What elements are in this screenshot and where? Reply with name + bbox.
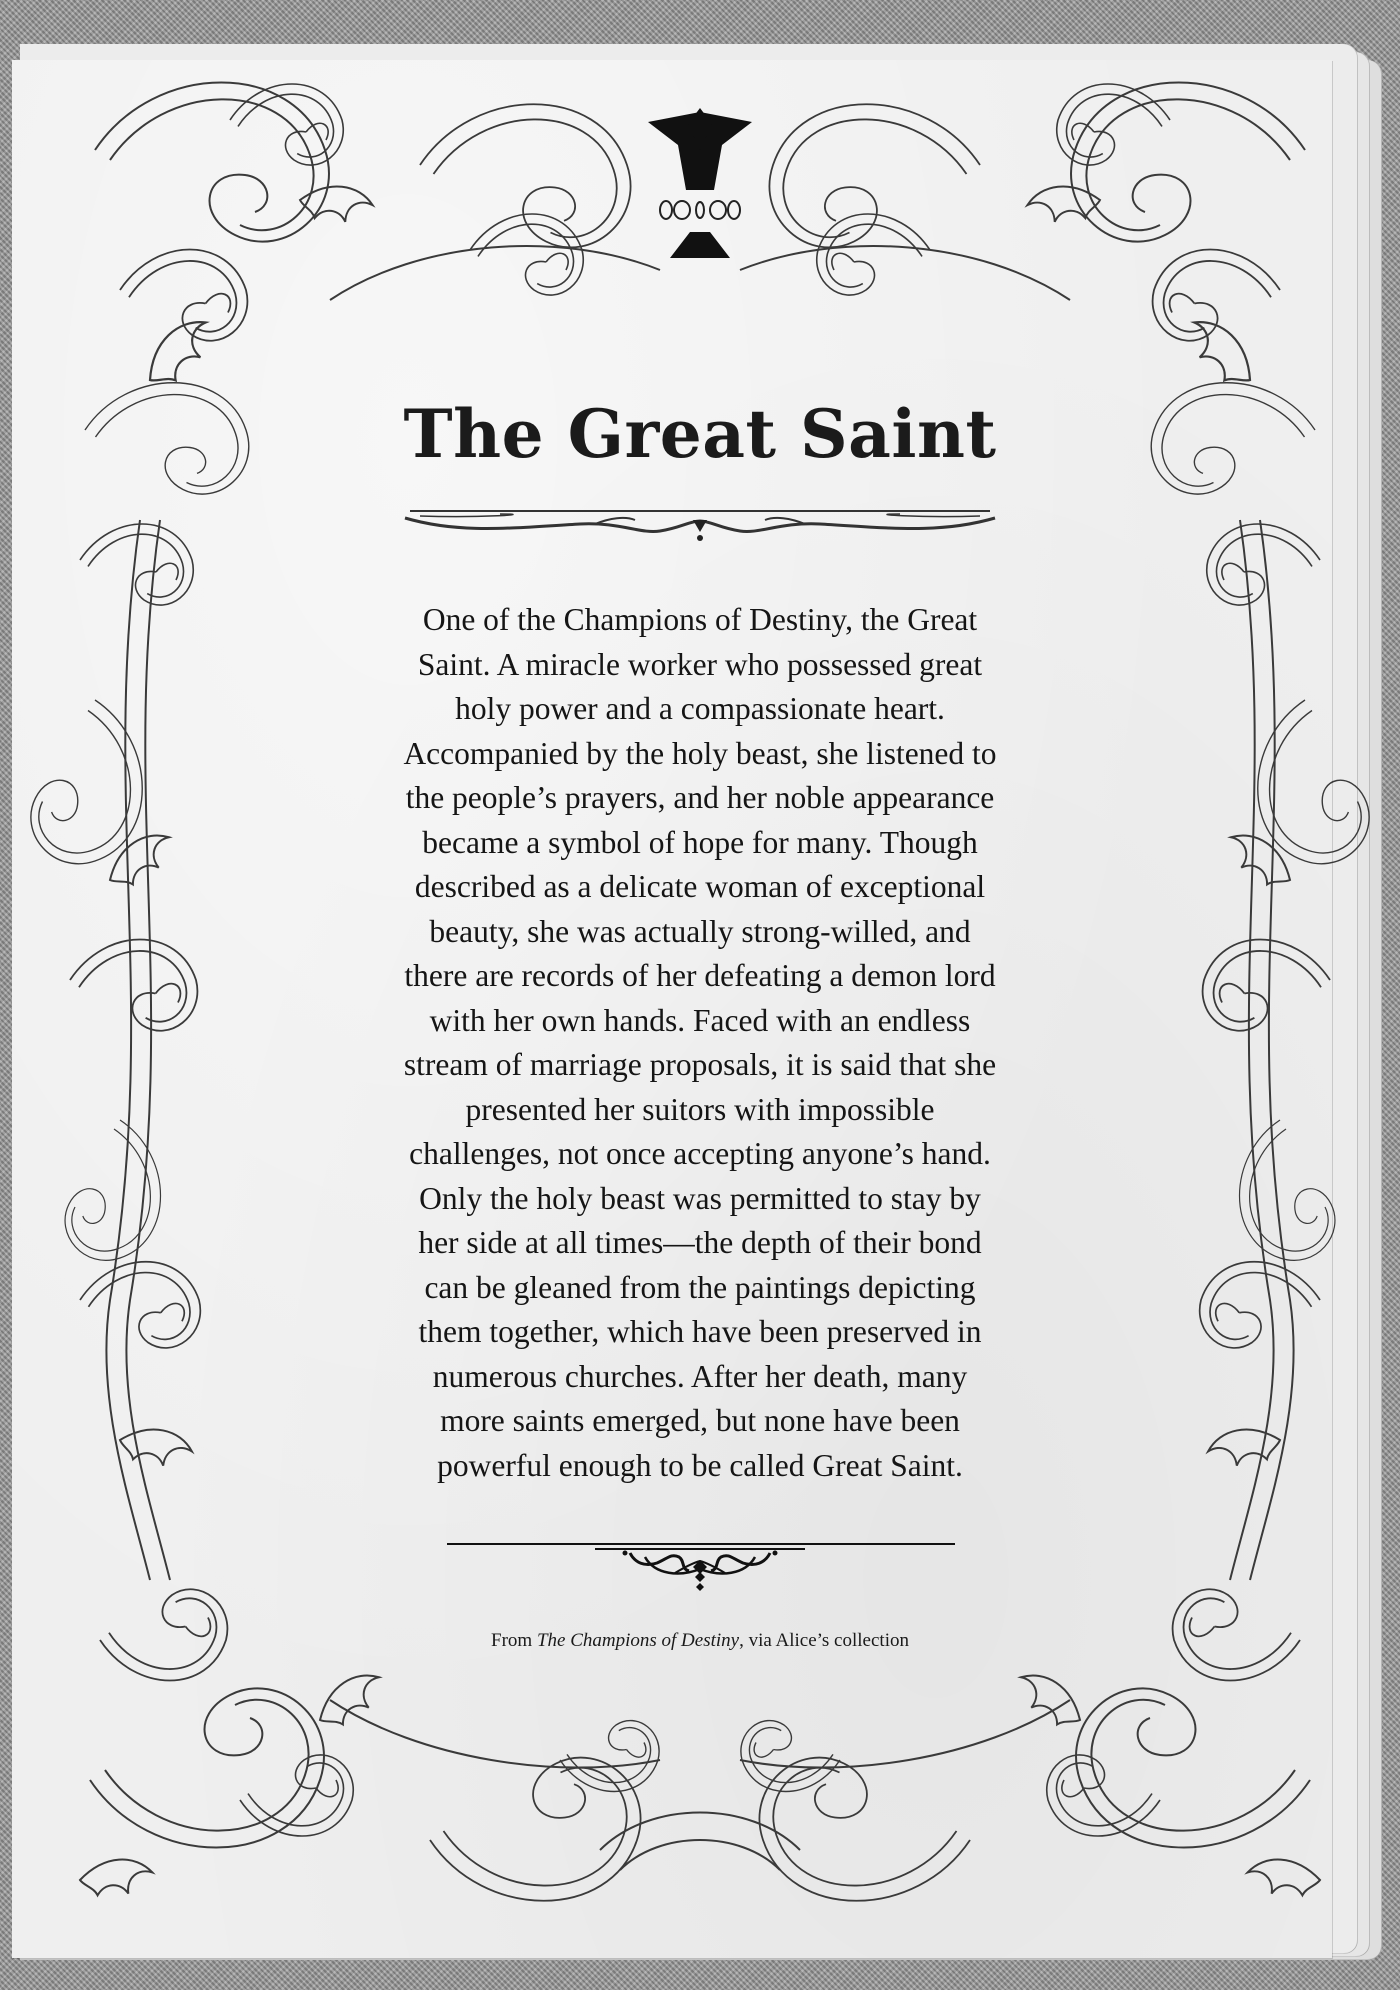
- body-line: more saints emerged, but none have been: [440, 1403, 960, 1438]
- source-caption: [0, 1630, 1400, 1652]
- end-divider-rule: [447, 1543, 955, 1545]
- body-line: One of the Champions of Destiny, the Great: [422, 602, 978, 637]
- body-line: stream of marriage proposals, it is said that she: [403, 1047, 997, 1082]
- body-line: presented her suitors with impossible: [465, 1091, 935, 1127]
- body-line: the people’s prayers, and her noble appearance: [405, 780, 995, 815]
- filigree-end-ornament-icon: [585, 1547, 815, 1597]
- body-line: there are records of her defeating a demon lord: [404, 958, 996, 993]
- flourish-divider-icon: [400, 506, 1000, 546]
- body-paragraph: [300, 598, 1100, 1488]
- body-line: Accompanied by the holy beast, she listened to: [403, 735, 997, 771]
- body-line: became a symbol of hope for many. Though: [422, 824, 978, 860]
- body-line: powerful enough to be called Great Saint.: [437, 1447, 963, 1483]
- body-line: numerous churches. After her death, many: [432, 1358, 968, 1394]
- caption-suffix: , via Alice’s collection: [739, 1630, 909, 1651]
- body-line: beauty, she was actually strong-willed, and: [429, 913, 971, 949]
- body-line: challenges, not once accepting anyone’s hand.: [409, 1136, 991, 1171]
- body-line: holy power and a compassionate heart.: [455, 691, 945, 726]
- page-title: The Great Saint: [403, 395, 997, 473]
- body-line: described as a delicate woman of exceptional: [414, 869, 986, 904]
- body-line: them together, which have been preserved in: [418, 1314, 982, 1349]
- body-line: can be gleaned from the paintings depicting: [424, 1269, 976, 1305]
- body-line: her side at all times—the depth of their bond: [418, 1225, 982, 1260]
- caption-prefix: From: [491, 1630, 537, 1651]
- caption-source-title: The Champions of Destiny: [536, 1630, 740, 1651]
- body-line: Only the holy beast was permitted to stay by: [419, 1180, 981, 1216]
- body-line: with her own hands. Faced with an endless: [429, 1002, 971, 1038]
- body-line: Saint. A miracle worker who possessed great: [417, 646, 983, 682]
